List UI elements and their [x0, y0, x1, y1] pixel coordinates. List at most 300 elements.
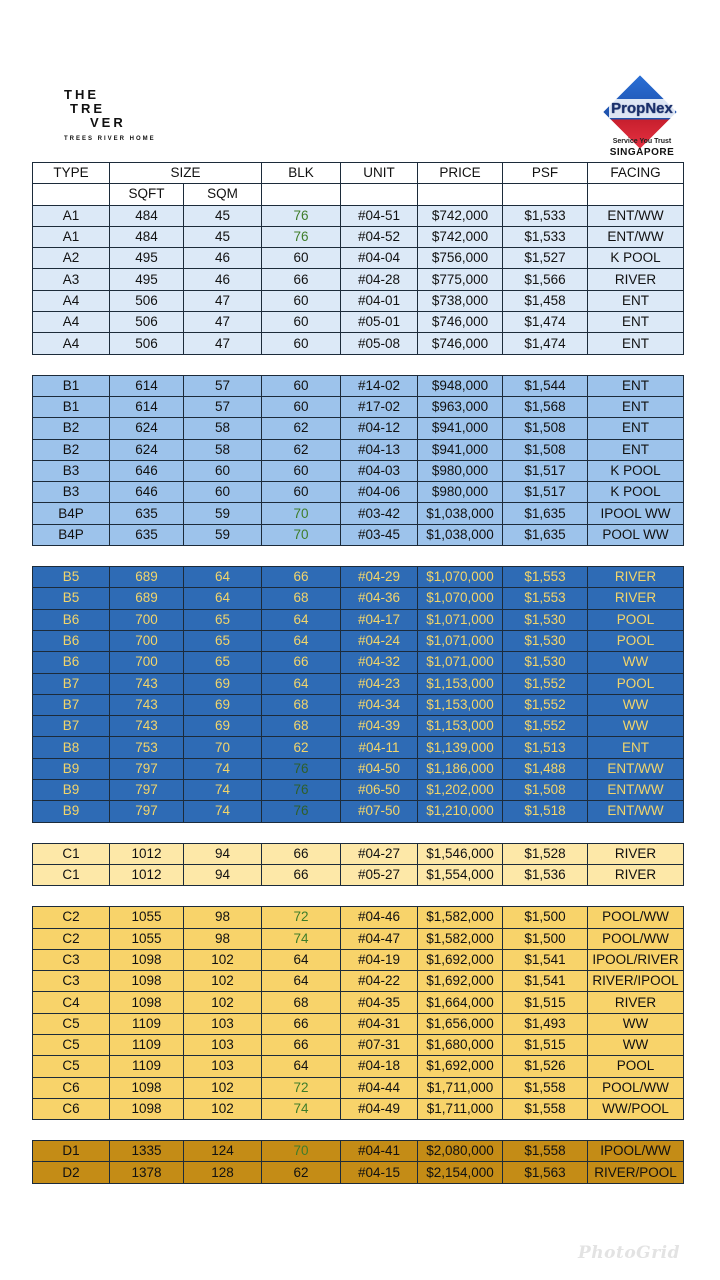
cell-sqm: 102 [184, 1098, 262, 1119]
cell-sqm: 65 [184, 609, 262, 630]
cell-unit: #04-24 [341, 630, 418, 651]
cell-psf: $1,552 [503, 673, 588, 694]
table-row [33, 1077, 684, 1098]
group-spacer-cell [33, 354, 684, 375]
cell-psf: $1,500 [503, 907, 588, 928]
table-row [33, 1141, 684, 1162]
cell-sqft: 743 [110, 694, 184, 715]
group-spacer-cell [33, 546, 684, 567]
cell-blk: 64 [262, 630, 341, 651]
cell-psf: $1,558 [503, 1098, 588, 1119]
col-header-sqm: SQM [184, 184, 262, 205]
cell-sqm: 70 [184, 737, 262, 758]
cell-blk: 66 [262, 567, 341, 588]
cell-blk: 66 [262, 843, 341, 864]
cell-sqft: 797 [110, 780, 184, 801]
cell-sqft: 624 [110, 439, 184, 460]
cell-facing: POOL [588, 673, 684, 694]
cell-sqm: 59 [184, 524, 262, 545]
group-spacer [33, 886, 684, 907]
table-row [33, 460, 684, 481]
cell-unit: #04-01 [341, 290, 418, 311]
cell-psf: $1,536 [503, 864, 588, 885]
cell-facing: ENT [588, 439, 684, 460]
cell-type: D2 [33, 1162, 110, 1183]
cell-price: $746,000 [418, 312, 503, 333]
cell-sqm: 74 [184, 801, 262, 822]
cell-psf: $1,488 [503, 758, 588, 779]
cell-type: C4 [33, 992, 110, 1013]
cell-psf: $1,563 [503, 1162, 588, 1183]
cell-unit: #04-11 [341, 737, 418, 758]
cell-sqft: 624 [110, 418, 184, 439]
cell-facing: WW/POOL [588, 1098, 684, 1119]
cell-price: $738,000 [418, 290, 503, 311]
cell-price: $1,070,000 [418, 588, 503, 609]
cell-unit: #04-46 [341, 907, 418, 928]
cell-unit: #04-35 [341, 992, 418, 1013]
cell-price: $1,554,000 [418, 864, 503, 885]
col-header-size: SIZE [110, 163, 262, 184]
cell-psf: $1,508 [503, 439, 588, 460]
cell-facing: RIVER/POOL [588, 1162, 684, 1183]
cell-psf: $1,528 [503, 843, 588, 864]
table-row [33, 758, 684, 779]
cell-blk: 66 [262, 1034, 341, 1055]
cell-type: C6 [33, 1098, 110, 1119]
cell-sqm: 46 [184, 248, 262, 269]
cell-sqft: 1109 [110, 1056, 184, 1077]
cell-blk: 60 [262, 312, 341, 333]
cell-facing: WW [588, 694, 684, 715]
col-header-type: TYPE [33, 163, 110, 184]
cell-blk: 64 [262, 673, 341, 694]
cell-blk: 70 [262, 503, 341, 524]
table-row [33, 375, 684, 396]
cell-unit: #04-15 [341, 1162, 418, 1183]
table-row [33, 1013, 684, 1034]
cell-facing: WW [588, 652, 684, 673]
cell-blk: 72 [262, 1077, 341, 1098]
table-row [33, 630, 684, 651]
cell-unit: #14-02 [341, 375, 418, 396]
cell-sqm: 47 [184, 333, 262, 354]
cell-sqft: 495 [110, 269, 184, 290]
table-row [33, 609, 684, 630]
cell-sqft: 797 [110, 758, 184, 779]
cell-sqft: 614 [110, 375, 184, 396]
cell-sqft: 700 [110, 630, 184, 651]
table-row [33, 737, 684, 758]
cell-price: $1,153,000 [418, 716, 503, 737]
cell-sqft: 614 [110, 396, 184, 417]
cell-price: $1,664,000 [418, 992, 503, 1013]
cell-type: A4 [33, 312, 110, 333]
cell-blk: 68 [262, 992, 341, 1013]
cell-facing: POOL [588, 609, 684, 630]
cell-psf: $1,553 [503, 588, 588, 609]
cell-sqft: 1012 [110, 843, 184, 864]
table-row [33, 439, 684, 460]
cell-sqm: 69 [184, 694, 262, 715]
cell-facing: ENT/WW [588, 205, 684, 226]
cell-type: B1 [33, 396, 110, 417]
table-row [33, 780, 684, 801]
table-row [33, 971, 684, 992]
cell-blk: 60 [262, 290, 341, 311]
cell-blk: 72 [262, 907, 341, 928]
cell-facing: IPOOL/WW [588, 1141, 684, 1162]
cell-sqft: 1109 [110, 1034, 184, 1055]
cell-unit: #07-50 [341, 801, 418, 822]
cell-blk: 66 [262, 1013, 341, 1034]
cell-sqft: 1098 [110, 1098, 184, 1119]
table-row [33, 907, 684, 928]
cell-type: B5 [33, 567, 110, 588]
cell-unit: #04-22 [341, 971, 418, 992]
cell-type: B7 [33, 673, 110, 694]
table-row [33, 1098, 684, 1119]
cell-unit: #04-36 [341, 588, 418, 609]
cell-price: $1,153,000 [418, 694, 503, 715]
cell-facing: RIVER [588, 567, 684, 588]
cell-sqm: 103 [184, 1056, 262, 1077]
cell-sqft: 743 [110, 673, 184, 694]
cell-facing: RIVER [588, 588, 684, 609]
cell-psf: $1,530 [503, 652, 588, 673]
cell-psf: $1,474 [503, 333, 588, 354]
cell-sqm: 103 [184, 1013, 262, 1034]
cell-price: $1,582,000 [418, 907, 503, 928]
table-row [33, 652, 684, 673]
price-table [32, 162, 684, 1184]
cell-price: $1,038,000 [418, 524, 503, 545]
group-spacer-cell [33, 886, 684, 907]
cell-psf: $1,533 [503, 205, 588, 226]
cell-sqft: 484 [110, 226, 184, 247]
propnex-slogan: Service You Trust [612, 138, 672, 145]
cell-sqm: 94 [184, 843, 262, 864]
cell-type: B6 [33, 652, 110, 673]
cell-facing: POOL/WW [588, 928, 684, 949]
subheader-empty [33, 184, 110, 205]
cell-price: $1,692,000 [418, 971, 503, 992]
cell-facing: RIVER [588, 269, 684, 290]
cell-facing: ENT [588, 418, 684, 439]
subheader-empty [418, 184, 503, 205]
cell-psf: $1,566 [503, 269, 588, 290]
cell-price: $742,000 [418, 205, 503, 226]
table-row [33, 801, 684, 822]
cell-type: C5 [33, 1013, 110, 1034]
table-row [33, 248, 684, 269]
cell-blk: 64 [262, 609, 341, 630]
cell-psf: $1,518 [503, 801, 588, 822]
cell-price: $1,038,000 [418, 503, 503, 524]
cell-facing: POOL [588, 1056, 684, 1077]
cell-sqft: 506 [110, 312, 184, 333]
cell-blk: 68 [262, 588, 341, 609]
cell-sqm: 64 [184, 567, 262, 588]
propnex-logo [592, 84, 702, 160]
cell-sqft: 484 [110, 205, 184, 226]
cell-type: D1 [33, 1141, 110, 1162]
cell-type: C1 [33, 864, 110, 885]
group-spacer [33, 354, 684, 375]
cell-psf: $1,635 [503, 503, 588, 524]
cell-type: B7 [33, 716, 110, 737]
cell-facing: ENT/WW [588, 801, 684, 822]
cell-sqm: 69 [184, 716, 262, 737]
cell-price: $980,000 [418, 460, 503, 481]
cell-psf: $1,533 [503, 226, 588, 247]
logo-line-2: TRE [70, 101, 105, 116]
cell-unit: #04-28 [341, 269, 418, 290]
table-row [33, 1034, 684, 1055]
cell-sqft: 700 [110, 609, 184, 630]
cell-facing: K POOL [588, 248, 684, 269]
cell-sqm: 60 [184, 460, 262, 481]
cell-blk: 68 [262, 694, 341, 715]
cell-price: $1,546,000 [418, 843, 503, 864]
cell-blk: 66 [262, 652, 341, 673]
cell-psf: $1,526 [503, 1056, 588, 1077]
subheader-empty [503, 184, 588, 205]
cell-blk: 60 [262, 460, 341, 481]
cell-blk: 62 [262, 1162, 341, 1183]
cell-type: A2 [33, 248, 110, 269]
cell-unit: #04-49 [341, 1098, 418, 1119]
cell-type: B8 [33, 737, 110, 758]
cell-type: B9 [33, 780, 110, 801]
cell-type: B2 [33, 418, 110, 439]
cell-price: $1,711,000 [418, 1098, 503, 1119]
cell-sqm: 102 [184, 949, 262, 970]
cell-unit: #04-47 [341, 928, 418, 949]
subheader-row [33, 184, 684, 205]
cell-sqm: 45 [184, 226, 262, 247]
table-row [33, 567, 684, 588]
cell-psf: $1,552 [503, 694, 588, 715]
cell-sqft: 1109 [110, 1013, 184, 1034]
cell-type: C3 [33, 949, 110, 970]
cell-price: $1,139,000 [418, 737, 503, 758]
cell-sqm: 69 [184, 673, 262, 694]
cell-blk: 68 [262, 716, 341, 737]
cell-price: $756,000 [418, 248, 503, 269]
cell-unit: #04-27 [341, 843, 418, 864]
cell-type: B1 [33, 375, 110, 396]
cell-unit: #04-50 [341, 758, 418, 779]
cell-sqm: 128 [184, 1162, 262, 1183]
cell-psf: $1,515 [503, 1034, 588, 1055]
cell-sqm: 65 [184, 630, 262, 651]
cell-blk: 70 [262, 1141, 341, 1162]
cell-sqft: 646 [110, 482, 184, 503]
cell-type: B9 [33, 801, 110, 822]
cell-price: $742,000 [418, 226, 503, 247]
cell-facing: RIVER/IPOOL [588, 971, 684, 992]
photogrid-watermark: PhotoGrid [578, 1243, 680, 1263]
cell-price: $1,692,000 [418, 1056, 503, 1077]
group-spacer-cell [33, 1120, 684, 1141]
cell-price: $1,071,000 [418, 609, 503, 630]
cell-blk: 76 [262, 205, 341, 226]
cell-unit: #07-31 [341, 1034, 418, 1055]
cell-sqft: 1098 [110, 1077, 184, 1098]
cell-type: A4 [33, 333, 110, 354]
cell-psf: $1,544 [503, 375, 588, 396]
cell-sqm: 94 [184, 864, 262, 885]
cell-facing: RIVER [588, 864, 684, 885]
col-header-facing: FACING [588, 163, 684, 184]
group-spacer [33, 546, 684, 567]
cell-unit: #17-02 [341, 396, 418, 417]
col-header-blk: BLK [262, 163, 341, 184]
cell-facing: ENT [588, 312, 684, 333]
cell-psf: $1,558 [503, 1077, 588, 1098]
table-row [33, 396, 684, 417]
cell-price: $980,000 [418, 482, 503, 503]
cell-psf: $1,558 [503, 1141, 588, 1162]
cell-psf: $1,474 [503, 312, 588, 333]
cell-unit: #04-51 [341, 205, 418, 226]
cell-psf: $1,552 [503, 716, 588, 737]
logo-tagline: TREES RIVER HOME [64, 136, 156, 142]
cell-sqft: 1098 [110, 949, 184, 970]
cell-facing: ENT [588, 290, 684, 311]
cell-facing: POOL/WW [588, 1077, 684, 1098]
cell-sqft: 753 [110, 737, 184, 758]
cell-facing: POOL WW [588, 524, 684, 545]
cell-facing: ENT [588, 396, 684, 417]
col-header-price: PRICE [418, 163, 503, 184]
cell-psf: $1,500 [503, 928, 588, 949]
cell-unit: #04-23 [341, 673, 418, 694]
cell-sqft: 797 [110, 801, 184, 822]
table-row [33, 694, 684, 715]
cell-price: $948,000 [418, 375, 503, 396]
cell-unit: #04-39 [341, 716, 418, 737]
cell-psf: $1,541 [503, 949, 588, 970]
cell-sqm: 47 [184, 312, 262, 333]
cell-blk: 64 [262, 1056, 341, 1077]
cell-sqm: 45 [184, 205, 262, 226]
logo-line-3: VER [90, 115, 126, 130]
cell-blk: 66 [262, 269, 341, 290]
cell-facing: K POOL [588, 460, 684, 481]
cell-psf: $1,553 [503, 567, 588, 588]
cell-facing: ENT [588, 737, 684, 758]
cell-sqm: 74 [184, 780, 262, 801]
group-spacer [33, 822, 684, 843]
cell-sqft: 635 [110, 524, 184, 545]
cell-unit: #05-27 [341, 864, 418, 885]
cell-unit: #04-32 [341, 652, 418, 673]
cell-price: $1,070,000 [418, 567, 503, 588]
cell-blk: 66 [262, 864, 341, 885]
cell-unit: #04-44 [341, 1077, 418, 1098]
cell-sqm: 102 [184, 992, 262, 1013]
cell-type: A1 [33, 205, 110, 226]
cell-blk: 60 [262, 248, 341, 269]
cell-psf: $1,635 [503, 524, 588, 545]
cell-psf: $1,513 [503, 737, 588, 758]
cell-type: B9 [33, 758, 110, 779]
table-row [33, 503, 684, 524]
cell-sqft: 1055 [110, 928, 184, 949]
cell-unit: #03-45 [341, 524, 418, 545]
cell-blk: 60 [262, 375, 341, 396]
header-row [33, 163, 684, 184]
the-tre-ver-logo [64, 88, 156, 142]
cell-price: $2,154,000 [418, 1162, 503, 1183]
cell-unit: #04-04 [341, 248, 418, 269]
cell-sqm: 64 [184, 588, 262, 609]
cell-sqm: 65 [184, 652, 262, 673]
table-row [33, 588, 684, 609]
cell-sqm: 60 [184, 482, 262, 503]
cell-unit: #05-01 [341, 312, 418, 333]
cell-sqm: 47 [184, 290, 262, 311]
cell-facing: ENT [588, 375, 684, 396]
cell-blk: 76 [262, 801, 341, 822]
cell-blk: 64 [262, 971, 341, 992]
cell-unit: #04-12 [341, 418, 418, 439]
cell-unit: #04-18 [341, 1056, 418, 1077]
cell-price: $941,000 [418, 418, 503, 439]
cell-facing: WW [588, 1034, 684, 1055]
cell-psf: $1,530 [503, 630, 588, 651]
cell-price: $1,071,000 [418, 652, 503, 673]
table-row [33, 418, 684, 439]
cell-psf: $1,508 [503, 418, 588, 439]
col-header-sqft: SQFT [110, 184, 184, 205]
cell-unit: #03-42 [341, 503, 418, 524]
cell-price: $775,000 [418, 269, 503, 290]
table-row [33, 1056, 684, 1077]
cell-sqft: 689 [110, 588, 184, 609]
table-row [33, 205, 684, 226]
cell-sqm: 58 [184, 439, 262, 460]
cell-blk: 62 [262, 439, 341, 460]
cell-price: $941,000 [418, 439, 503, 460]
cell-type: C6 [33, 1077, 110, 1098]
cell-psf: $1,530 [503, 609, 588, 630]
cell-facing: WW [588, 1013, 684, 1034]
cell-price: $1,711,000 [418, 1077, 503, 1098]
cell-unit: #04-29 [341, 567, 418, 588]
table-row [33, 949, 684, 970]
group-spacer [33, 1120, 684, 1141]
cell-facing: POOL/WW [588, 907, 684, 928]
cell-blk: 60 [262, 396, 341, 417]
cell-price: $1,153,000 [418, 673, 503, 694]
subheader-empty [341, 184, 418, 205]
cell-unit: #04-13 [341, 439, 418, 460]
cell-type: B4P [33, 524, 110, 545]
cell-facing: ENT/WW [588, 758, 684, 779]
cell-facing: ENT/WW [588, 780, 684, 801]
cell-blk: 76 [262, 758, 341, 779]
cell-type: B7 [33, 694, 110, 715]
propnex-country: SINGAPORE [609, 147, 675, 158]
cell-blk: 74 [262, 1098, 341, 1119]
cell-sqm: 102 [184, 971, 262, 992]
cell-facing: ENT [588, 333, 684, 354]
cell-sqm: 124 [184, 1141, 262, 1162]
col-header-psf: PSF [503, 163, 588, 184]
